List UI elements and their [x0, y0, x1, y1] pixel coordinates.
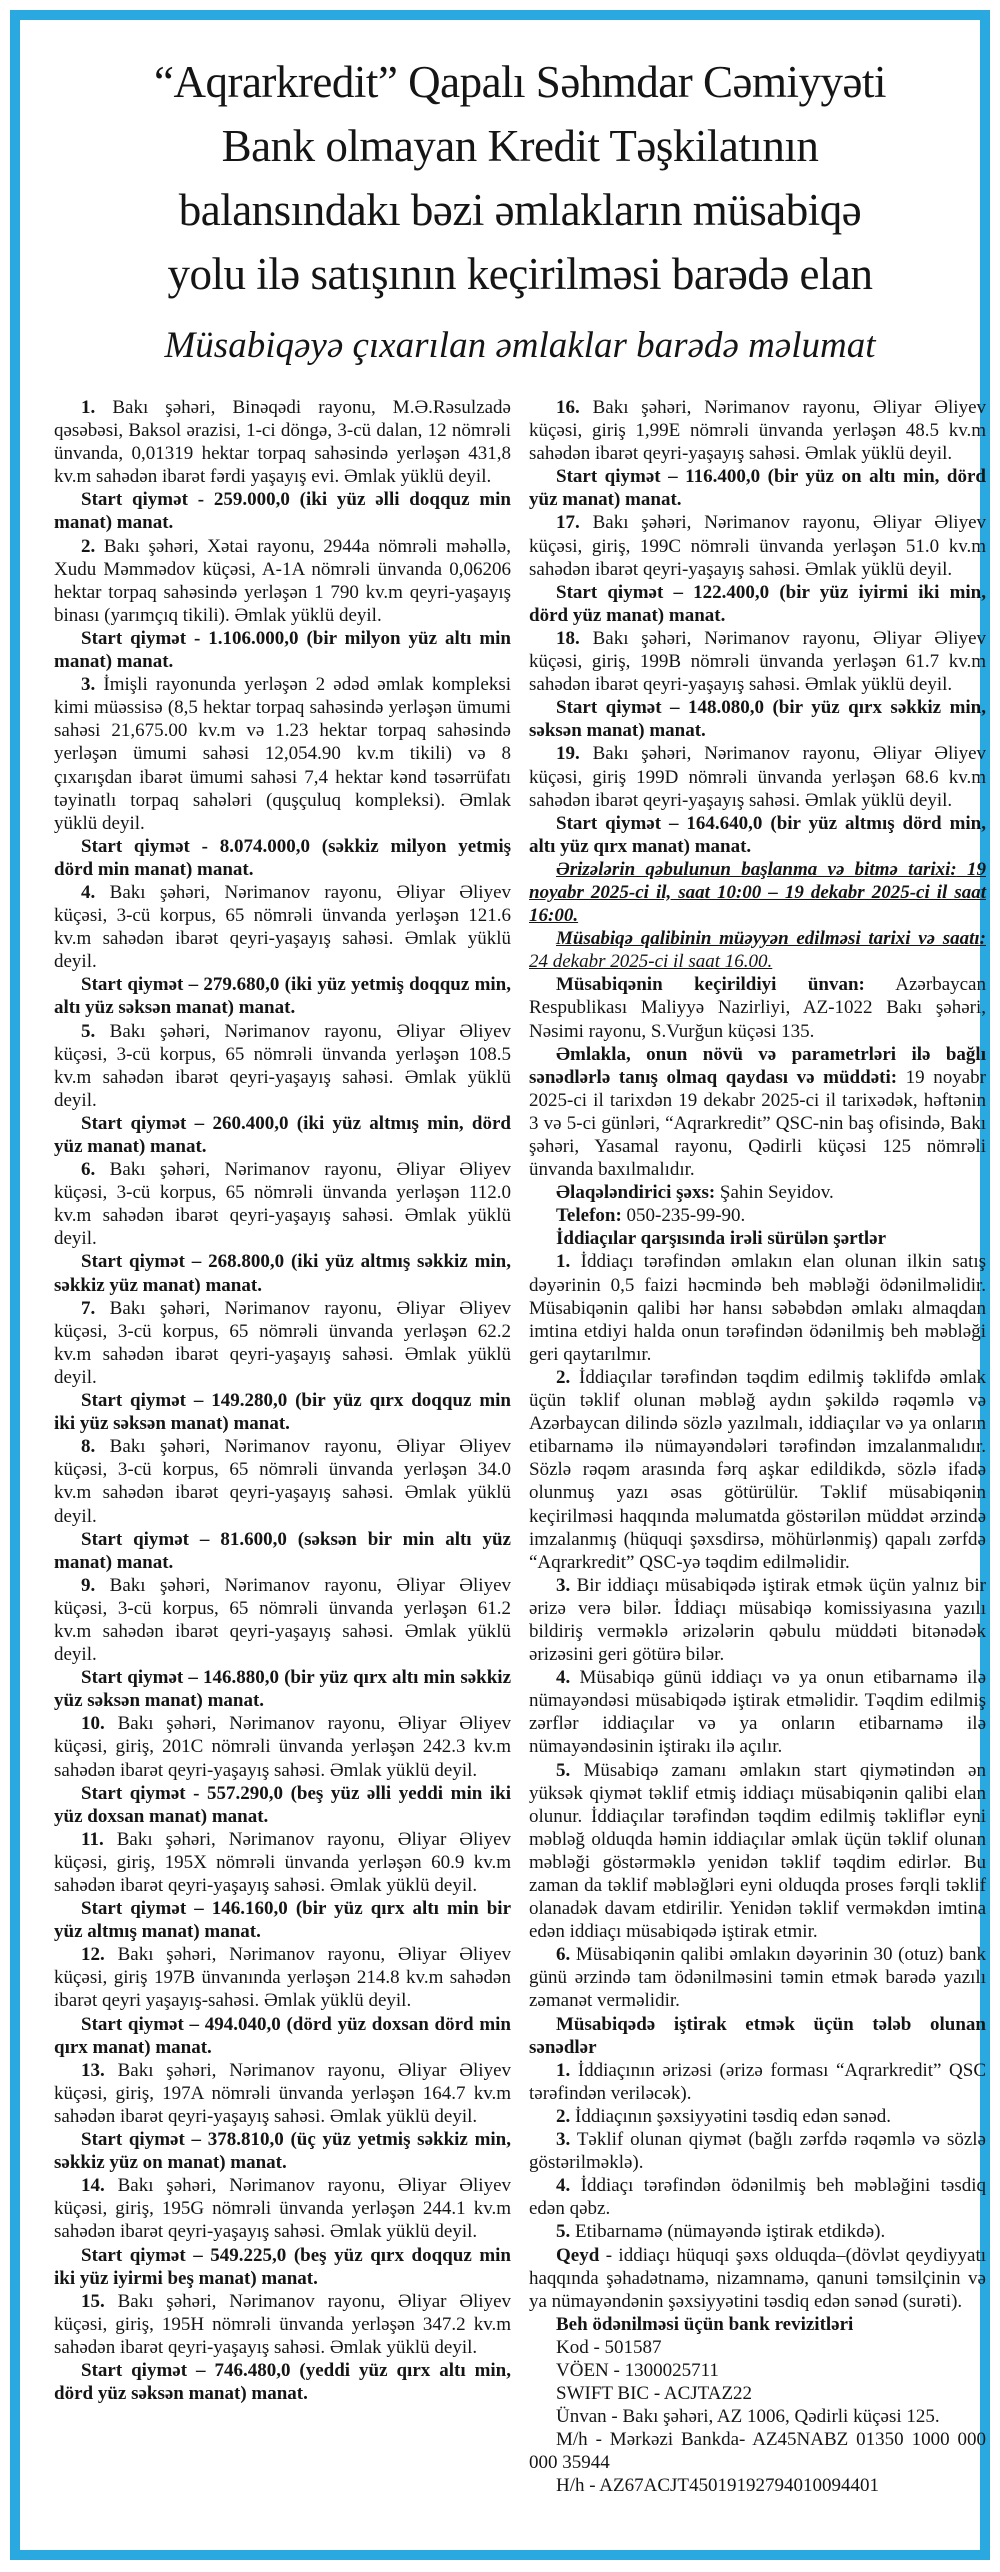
paragraph: 1. İddiaçının ərizəsi (ərizə forması “Aqrarkredit” QSC tərəfindən veriləcək).: [529, 2059, 986, 2104]
paragraph-lead: Müsabiqə qalibinin müəyyən edilməsi tarixi və saatı:: [556, 928, 986, 950]
title-line: “Aqrarkredit” Qapalı Səhmdar Cəmiyyəti: [154, 57, 886, 107]
start-price-line: Start qiymət – 146.880,0 (bir yüz qırx altı min səkkiz yüz səksən manat) manat.: [54, 1667, 511, 1712]
page-border: [10, 10, 990, 2560]
paragraph: Müsabiqənin keçirildiyi ünvan: Azərbaycan Respublikası Maliyyə Nazirliyi, AZ-1022 Bakı şəhəri, Nəsimi rayonu, S.Vurğun küçəsi 135.: [529, 974, 986, 1042]
paragraph-lead: 4.: [556, 1667, 571, 1689]
paragraph: 6. Müsabiqənin qalibi əmlakın dəyərinin 30 (otuz) bank günü ərzində tam ödənilməsini təmin etmək barədə yazılı zəmanət verməlidir.: [529, 1944, 986, 2012]
paragraph: 17. Bakı şəhəri, Nərimanov rayonu, Əliyar Əliyev küçəsi, giriş, 199C nömrəli ünvanda yerləşən 51.0 kv.m sahədən ibarət qeyri-yaşayış sahəsi. Əmlak yüklü deyil.: [529, 512, 986, 580]
paragraph: H/h - AZ67ACJT45019192794010094401: [556, 2475, 879, 2497]
paragraph: 5. Müsabiqə zamanı əmlakın start qiymətindən ən yüksək qiymət təklif etmiş iddiaçı müsabiqənin qalibi elan olunur. İddiaçılar tərəfindən təqdim edilmiş təkliflər eyni məbləğ olduqda həmin iddiaçılar əmlak üçün təklif olunan məbləği göstərməklə yenidən təklif təqdim edirlər. Bu zaman da təklif məbləğləri eyni olduqda proses fərqli təklif olanadək davam etdirilir. Yenidən təklif verməkdən imtina edən iddiaçı müsabiqədə iştirak etmir.: [529, 1759, 986, 1943]
paragraph: 2. Bakı şəhəri, Xətai rayonu, 2944a nömrəli məhəllə, Xudu Məmmədov küçəsi, A-1A nömrəli ünvanda 0,06206 hektar torpaq sahəsində yerləşən 1 790 kv.m qeyri-yaşayış binası (yarımçıq tikili). Əmlak yüklü deyil.: [54, 535, 511, 626]
start-price-line: Start qiymət - 8.074.000,0 (səkkiz milyon yetmiş dörd min manat) manat.: [54, 835, 511, 880]
paragraph-lead: 15.: [81, 2290, 105, 2312]
paragraph: VÖEN - 1300025711: [556, 2359, 719, 2381]
paragraph-lead: Qeyd: [556, 2244, 600, 2266]
page-title: [54, 50, 986, 306]
paragraph: 10. Bakı şəhəri, Nərimanov rayonu, Əliyar Əliyev küçəsi, giriş, 201C nömrəli ünvanda yerləşən 242.3 kv.m sahədən ibarət qeyri-yaşayış sahəsi. Əmlak yüklü deyil.: [54, 1713, 511, 1781]
paragraph-lead: 8.: [81, 1436, 96, 1458]
paragraph-lead: 1.: [556, 1251, 571, 1273]
start-price-line: Start qiymət - 1.106.000,0 (bir milyon yüz altı min manat) manat.: [54, 627, 511, 673]
paragraph: Kod - 501587: [556, 2336, 662, 2358]
start-price-line: Start qiymət – 149.280,0 (bir yüz qırx doqquz min iki yüz səksən manat) manat.: [54, 1390, 511, 1435]
paragraph-lead: 6.: [556, 1944, 571, 1966]
paragraph-lead: Telefon:: [556, 1205, 622, 1227]
paragraph-lead: Əmlakla, onun növü və parametrləri ilə bağlı sənədlərlə tanış olmaq qaydası və müddəti:: [529, 1043, 986, 1088]
paragraph-lead: 5.: [81, 1020, 96, 1042]
paragraph: Əlaqələndirici şəxs: Şahin Seyidov.: [556, 1182, 834, 1204]
paragraph-lead: 2.: [556, 1366, 571, 1388]
paragraph-lead: 14.: [81, 2175, 105, 2197]
paragraph-lead: 2.: [81, 535, 96, 557]
page-content: [54, 50, 986, 2498]
paragraph-lead: 17.: [556, 512, 580, 534]
start-price-line: Start qiymət – 378.810,0 (üç yüz yetmiş səkkiz min, səkkiz yüz on manat) manat.: [54, 2129, 511, 2174]
left-column: [54, 396, 511, 2498]
start-price-line: Start qiymət – 148.080,0 (bir yüz qırx səkkiz min, səksən manat) manat.: [529, 697, 986, 742]
title-line: Bank olmayan Kredit Təşkilatının: [221, 121, 819, 171]
paragraph: 4. Bakı şəhəri, Nərimanov rayonu, Əliyar Əliyev küçəsi, 3-cü korpus, 65 nömrəli ünvanda yerləşən 121.6 kv.m sahədən ibarət qeyri-yaşayış sahəsi. Əmlak yüklü deyil.: [54, 881, 511, 973]
start-price-line: Start qiymət – 164.640,0 (bir yüz altmış dörd min, altı yüz qırx manat) manat.: [529, 812, 986, 857]
paragraph: 5. Bakı şəhəri, Nərimanov rayonu, Əliyar Əliyev küçəsi, 3-cü korpus, 65 nömrəli ünvanda yerləşən 108.5 kv.m sahədən ibarət qeyri-yaşayış sahəsi. Əmlak yüklü deyil.: [54, 1020, 511, 1111]
section-heading: Müsabiqədə iştirak etmək üçün tələb olunan sənədlər: [529, 2013, 986, 2058]
paragraph: Ünvan - Bakı şəhəri, AZ 1006, Qədirli küçəsi 125.: [556, 2406, 940, 2428]
paragraph-lead: 9.: [81, 1574, 96, 1596]
paragraph: 13. Bakı şəhəri, Nərimanov rayonu, Əliyar Əliyev küçəsi, giriş, 197A nömrəli ünvanda yerləşən 164.7 kv.m sahədən ibarət qeyri-yaşayış sahəsi. Əmlak yüklü deyil.: [54, 2059, 511, 2127]
start-price-line: Start qiymət – 260.400,0 (iki yüz altmış min, dörd yüz manat) manat.: [54, 1112, 511, 1157]
paragraph-lead: 19.: [556, 743, 580, 765]
paragraph-lead: 1.: [556, 2059, 571, 2081]
paragraph: 2. İddiaçılar tərəfindən təqdim edilmiş təklifdə əmlak üçün təklif olunan məbləğ aydın şəkildə rəqəmlə və Azərbaycan dilində sözlə yazılmalı, iddiaçılar və ya onların etibarnamə ilə nümayəndələri tərəfindən imzalanmalıdır. Sözlə rəqəm arasında fərq aşkar edildikdə, sözlə ifadə olunmuş yazı əsas götürülür. Təklif müsabiqənin keçirilməsi haqqında məlumatda göstərilən müddət ərzində imzalanmış (hüquqi şəxsdirsə, möhürlənmiş) qapalı zərfdə “Aqrarkredit” QSC-yə təqdim edilməlidir.: [529, 1366, 986, 1573]
section-heading: İddiaçılar qarşısında irəli sürülən şərtlər: [556, 1228, 887, 1250]
paragraph: 12. Bakı şəhəri, Nərimanov rayonu, Əliyar Əliyev küçəsi, giriş 197B ünvanında yerləşən 214.8 kv.m sahədən ibarət qeyri yaşayış-sahəsi. Əmlak yüklü deyil.: [54, 1944, 511, 2012]
paragraph-lead: 3.: [556, 1574, 571, 1596]
paragraph-lead: 12.: [81, 1944, 105, 1966]
paragraph-lead: Əlaqələndirici şəxs:: [556, 1182, 716, 1204]
paragraph: Əmlakla, onun növü və parametrləri ilə bağlı sənədlərlə tanış olmaq qaydası və müddəti: 19 noyabr 2025-ci il tarixdən 19 dekabr 2025-ci il tarixədək, həftənin 3 və 5-ci günləri, “Aqrarkredit” QSC-nin baş ofisində, Bakı şəhəri, Yasamal rayonu, Qədirli küçəsi 125 nömrəli ünvanda baxılmalıdır.: [529, 1043, 986, 1181]
paragraph: 11. Bakı şəhəri, Nərimanov rayonu, Əliyar Əliyev küçəsi, giriş, 195X nömrəli ünvanda yerləşən 60.9 kv.m sahədən ibarət qeyri-yaşayış sahəsi. Əmlak yüklü deyil.: [54, 1828, 511, 1896]
paragraph-lead: 10.: [81, 1713, 105, 1735]
paragraph: 2. İddiaçının şəxsiyyətini təsdiq edən sənəd.: [556, 2105, 892, 2127]
paragraph: 7. Bakı şəhəri, Nərimanov rayonu, Əliyar Əliyev küçəsi, 3-cü korpus, 65 nömrəli ünvanda yerləşən 62.2 kv.m sahədən ibarət qeyri-yaşayış sahəsi. Əmlak yüklü deyil.: [54, 1297, 511, 1388]
paragraph: 19. Bakı şəhəri, Nərimanov rayonu, Əliyar Əliyev küçəsi, giriş 199D nömrəli ünvanda yerləşən 68.6 kv.m sahədən ibarət qeyri-yaşayış sahəsi. Əmlak yüklü deyil.: [529, 743, 986, 811]
paragraph: 4. Müsabiqə günü iddiaçı və ya onun etibarnamə ilə nümayəndəsi müsabiqədə iştirak etməlidir. Təqdim edilmiş zərflər iddiaçılar və ya onların etibarnamə ilə nümayəndəsinin iştirakı ilə açılır.: [529, 1667, 986, 1758]
paragraph-lead: 3.: [81, 674, 96, 696]
content-columns: [54, 396, 986, 2498]
start-price-line: Start qiymət – 549.225,0 (beş yüz qırx doqquz min iki yüz iyirmi beş manat) manat.: [54, 2244, 511, 2289]
paragraph-lead: 4.: [81, 881, 96, 903]
start-price-line: Start qiymət – 746.480,0 (yeddi yüz qırx altı min, dörd yüz səksən manat) manat.: [54, 2359, 511, 2405]
paragraph-lead: 7.: [81, 1297, 96, 1319]
start-price-line: Start qiymət – 494.040,0 (dörd yüz doxsan dörd min qırx manat) manat.: [54, 2013, 511, 2058]
title-line: balansındakı bəzi əmlakların müsabiqə: [178, 185, 862, 235]
paragraph: 1. İddiaçı tərəfindən əmlakın elan olunan ilkin satış dəyərinin 0,5 faizi həcmində beh məbləği ödənilməlidir. Müsabiqənin qalibi hər hansı səbəbdən əmlakı almaqdan imtina etdiyi halda onun tərəfindən ödənilmiş beh məbləği geri qaytarılmır.: [529, 1251, 986, 1365]
start-price-line: Start qiymət – 268.800,0 (iki yüz altmış səkkiz min, səkkiz yüz manat) manat.: [54, 1251, 511, 1296]
paragraph-lead: 11.: [81, 1828, 104, 1850]
paragraph: 4. İddiaçı tərəfindən ödənilmiş beh məbləğini təsdiq edən qəbz.: [529, 2175, 986, 2220]
paragraph: 18. Bakı şəhəri, Nərimanov rayonu, Əliyar Əliyev küçəsi, giriş, 199B nömrəli ünvanda yerləşən 61.7 kv.m sahədən ibarət qeyri-yaşayış sahəsi. Əmlak yüklü deyil.: [529, 627, 986, 696]
paragraph: 6. Bakı şəhəri, Nərimanov rayonu, Əliyar Əliyev küçəsi, 3-cü korpus, 65 nömrəli ünvanda yerləşən 112.0 kv.m sahədən ibarət qeyri-yaşayış sahəsi. Əmlak yüklü deyil.: [54, 1159, 511, 1250]
section-heading: Beh ödənilməsi üçün bank revizitləri: [556, 2313, 854, 2335]
paragraph: M/h - Mərkəzi Bankda- AZ45NABZ 01350 1000 000 000 35944: [529, 2429, 986, 2474]
paragraph: 3. Təklif olunan qiymət (bağlı zərfdə rəqəmlə və sözlə göstərilməklə).: [529, 2129, 986, 2174]
page-subtitle: Müsabiqəyə çıxarılan əmlaklar barədə məlumat: [164, 325, 876, 366]
paragraph: 14. Bakı şəhəri, Nərimanov rayonu, Əliyar Əliyev küçəsi, giriş, 195G nömrəli ünvanda yerləşən 244.1 kv.m sahədən ibarət qeyri-yaşayış sahəsi. Əmlak yüklü deyil.: [54, 2175, 511, 2243]
paragraph: 8. Bakı şəhəri, Nərimanov rayonu, Əliyar Əliyev küçəsi, 3-cü korpus, 65 nömrəli ünvanda yerləşən 34.0 kv.m sahədən ibarət qeyri-yaşayış sahəsi. Əmlak yüklü deyil.: [54, 1436, 511, 1527]
paragraph: 9. Bakı şəhəri, Nərimanov rayonu, Əliyar Əliyev küçəsi, 3-cü korpus, 65 nömrəli ünvanda yerləşən 61.2 kv.m sahədən ibarət qeyri-yaşayış sahəsi. Əmlak yüklü deyil.: [54, 1574, 511, 1666]
paragraph: Qeyd - iddiaçı hüquqi şəxs olduqda–(dövlət qeydiyyatı haqqında şəhadətnamə, nizamnamə, qanuni təmsilçinin və ya nümayəndənin şəxsiyyətini təsdiq edən sənəd (surəti).: [529, 2244, 986, 2312]
right-column: [529, 396, 986, 2498]
paragraph-lead: 13.: [81, 2059, 105, 2081]
paragraph: 5. Etibarnamə (nümayəndə iştirak etdikdə).: [556, 2221, 886, 2243]
start-price-line: Start qiymət – 146.160,0 (bir yüz qırx altı min bir yüz altmış manat) manat.: [54, 1898, 511, 1943]
paragraph-lead: 18.: [556, 627, 580, 649]
paragraph-lead: 2.: [556, 2105, 571, 2127]
start-price-line: Start qiymət – 122.400,0 (bir yüz iyirmi iki min, dörd yüz manat) manat.: [529, 581, 986, 626]
paragraph: 16. Bakı şəhəri, Nərimanov rayonu, Əliyar Əliyev küçəsi, giriş 1,99E nömrəli ünvanda yerləşən 48.5 kv.m sahədən ibarət qeyri-yaşayış sahəsi. Əmlak yüklü deyil.: [529, 397, 986, 465]
title-line: yolu ilə satışının keçirilməsi barədə elan: [167, 249, 873, 299]
paragraph-lead: 3.: [556, 2129, 571, 2151]
paragraph: Telefon: 050-235-99-90.: [556, 1205, 746, 1227]
paragraph: SWIFT BIC - ACJTAZ22: [556, 2383, 753, 2405]
paragraph: 3. Bir iddiaçı müsabiqədə iştirak etmək üçün yalnız bir ərizə verə bilər. İddiaçı müsabiqə komissiyasına yazılı bildiriş verməklə ərizələrin qəbulu müddəti bitənədək ərizəsini geri götürə bilər.: [529, 1574, 986, 1666]
start-price-line: Start qiymət - 557.290,0 (beş yüz əlli yeddi min iki yüz doxsan manat) manat.: [54, 1782, 511, 1827]
paragraph: 1. Bakı şəhəri, Binəqədi rayonu, M.Ə.Rəsulzadə qəsəbəsi, Baksol ərazisi, 1-ci döngə, 3-cü dalan, 12 nömrəli ünvanda, 0,01319 hektar torpaq sahəsində yerləşən 431,8 kv.m sahədən ibarət fərdi yaşayış evi. Əmlak yüklü deyil.: [54, 397, 511, 488]
paragraph: 15. Bakı şəhəri, Nərimanov rayonu, Əliyar Əliyev küçəsi, giriş, 195H nömrəli ünvanda yerləşən 347.2 kv.m sahədən ibarət qeyri-yaşayış sahəsi. Əmlak yüklü deyil.: [54, 2290, 511, 2358]
paragraph-lead: 16.: [556, 397, 580, 418]
paragraph: Ərizələrin qəbulunun başlanma və bitmə tarixi: 19 noyabr 2025-ci il, saat 10:00 – 19 dekabr 2025-ci il saat 16:00.: [529, 858, 986, 927]
paragraph-lead: 1.: [81, 397, 96, 418]
paragraph-lead: 6.: [81, 1159, 96, 1181]
paragraph-lead: 4.: [556, 2175, 571, 2197]
paragraph-lead: Müsabiqənin keçirildiyi ünvan:: [556, 974, 865, 996]
start-price-line: Start qiymət – 81.600,0 (səksən bir min altı yüz manat) manat.: [54, 1528, 511, 1573]
start-price-line: Start qiymət – 116.400,0 (bir yüz on altı min, dörd yüz manat) manat.: [529, 466, 986, 511]
start-price-line: Start qiymət – 279.680,0 (iki yüz yetmiş doqquz min, altı yüz səksən manat) manat.: [54, 974, 511, 1019]
paragraph: 3. İmişli rayonunda yerləşən 2 ədəd əmlak kompleksi kimi müəssisə (8,5 hektar torpaq sahəsində yerləşən ümumi sahəsi 21,675.00 kv.m və 1.23 hektar torpaq sahəsində yerləşən ümumi sahəsi 12,054.90 kv.m tikili) və 8 çıxarışdan ibarət ümumi sahəsi 7,4 hektar kənd təsərrüfatı təyinatlı torpaq sahələri (quşçuluq kompleksi). Əmlak yüklü deyil.: [54, 674, 511, 834]
paragraph-lead: 5.: [556, 1759, 571, 1781]
paragraph-lead: 5.: [556, 2221, 571, 2243]
paragraph-lead: Ərizələrin qəbulunun başlanma və bitmə tarixi:: [556, 858, 957, 880]
paragraph: Müsabiqə qalibinin müəyyən edilməsi tarixi və saatı: 24 dekabr 2025-ci il saat 16.00.: [529, 928, 986, 973]
start-price-line: Start qiymət - 259.000,0 (iki yüz əlli doqquz min manat) manat.: [54, 489, 511, 534]
